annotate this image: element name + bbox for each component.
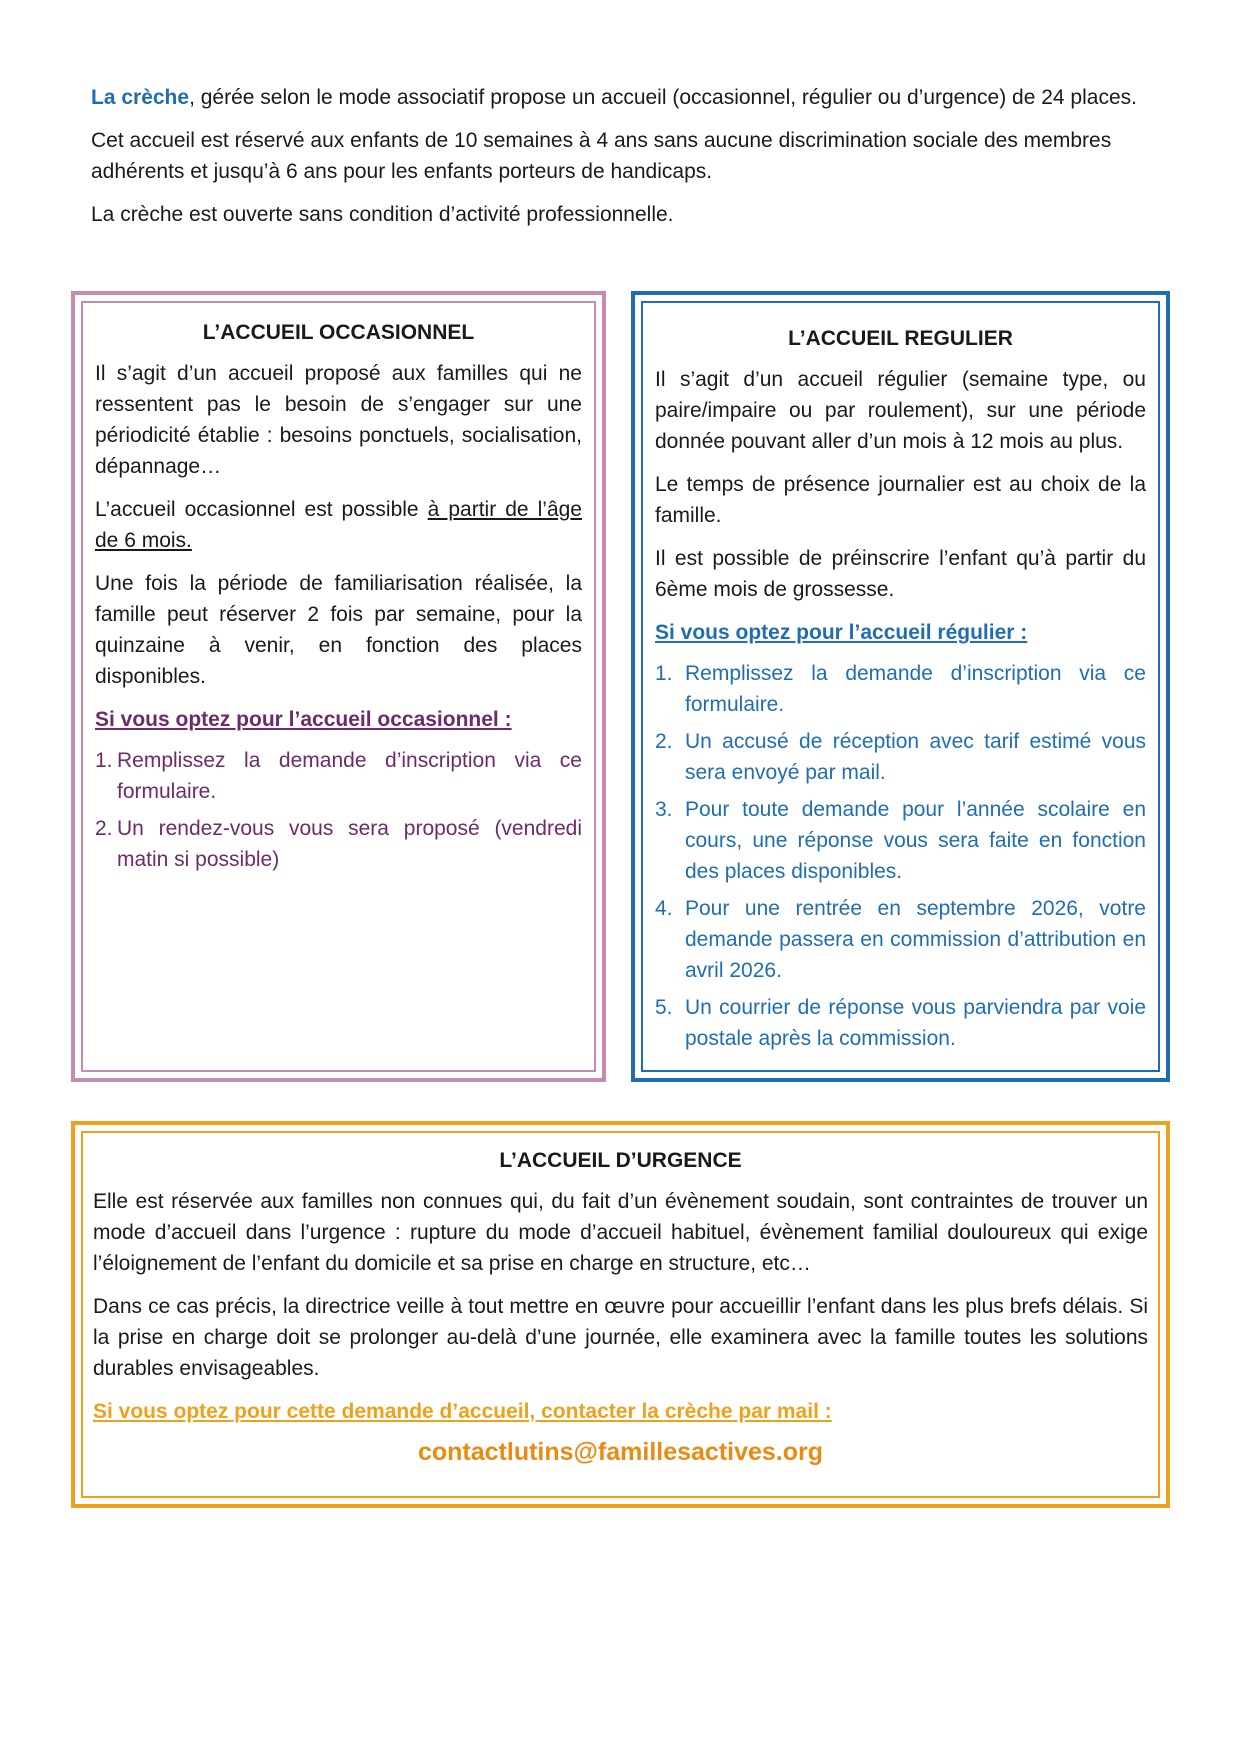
step-number: 5. xyxy=(655,996,673,1019)
list-item xyxy=(655,726,1146,788)
list-item xyxy=(95,813,582,875)
step-text: Un rendez-vous vous sera proposé (vendredi matin si possible) xyxy=(117,817,582,871)
step-number: 1. xyxy=(95,749,113,772)
list-item xyxy=(655,992,1146,1054)
step-number: 3. xyxy=(655,798,673,821)
regulier-steps-list xyxy=(655,658,1146,1054)
urgence-paragraph-1: Elle est réservée aux familles non connues qui, du fait d’un évènement soudain, sont contraintes de trouver un mode d’accueil dans l’urgence : rupture du mode d’accueil habituel, évènement familial douloureux qui exige l’éloignement de l’enfant du domicile et sa prise en charge en structure, etc… xyxy=(93,1190,1148,1275)
occasionnel-box-inner xyxy=(81,301,596,1072)
urgence-title: L’ACCUEIL D’URGENCE xyxy=(499,1149,742,1172)
regulier-box xyxy=(631,291,1170,1082)
regulier-box-inner xyxy=(641,301,1160,1072)
step-number: 2. xyxy=(655,730,673,753)
occasionnel-paragraph-1: Il s’agit d’un accueil proposé aux familles qui ne ressentent pas le besoin de s’engager sur une périodicité établie : besoins ponctuels, socialisation, dépannage… xyxy=(95,362,582,478)
regulier-title: L’ACCUEIL REGULIER xyxy=(788,327,1013,350)
occasionnel-title: L’ACCUEIL OCCASIONNEL xyxy=(202,321,475,344)
intro-paragraph-1-text: , gérée selon le mode associatif propose un accueil (occasionnel, régulier ou d’urgence) de 24 places. xyxy=(189,86,1137,109)
intro-paragraph-2: Cet accueil est réservé aux enfants de 10 semaines à 4 ans sans aucune discrimination sociale des membres adhérents et jusqu’à 6 ans pour les enfants porteurs de handicaps. xyxy=(91,129,1112,183)
step-text: Pour toute demande pour l’année scolaire en cours, une réponse vous sera faite en fonction des places disponibles. xyxy=(685,798,1146,883)
step-text: Remplissez la demande d’inscription via ce formulaire. xyxy=(685,662,1146,716)
urgence-paragraph-2: Dans ce cas précis, la directrice veille à tout mettre en œuvre pour accueillir l’enfant dans les plus brefs délais. Si la prise en charge doit se prolonger au-delà d’une journée, elle examinera avec la famille toutes les solutions durables envisageables. xyxy=(93,1295,1148,1380)
list-item xyxy=(655,658,1146,720)
regulier-paragraph-2: Le temps de présence journalier est au choix de la famille. xyxy=(655,473,1146,527)
step-text: Un courrier de réponse vous parviendra par voie postale après la commission. xyxy=(685,996,1146,1050)
occasionnel-paragraph-2-text: L’accueil occasionnel est possible xyxy=(95,498,428,521)
urgence-box xyxy=(71,1121,1170,1508)
brand-name: La crèche xyxy=(91,86,190,109)
contact-email-link[interactable]: contactlutins@famillesactives.org xyxy=(417,1438,824,1466)
occasionnel-paragraph-3: Une fois la période de familiarisation réalisée, la famille peut réserver 2 fois par semaine, pour la quinzaine à venir, en fonction des places disponibles. xyxy=(95,572,582,688)
step-number: 4. xyxy=(655,897,673,920)
step-number: 1. xyxy=(655,662,673,685)
intro-paragraph-1 xyxy=(91,82,1151,113)
step-text: Pour une rentrée en septembre 2026, votre demande passera en commission d’attribution en avril 2026. xyxy=(685,897,1146,982)
intro-paragraph-3: La crèche est ouverte sans condition d’activité professionnelle. xyxy=(91,203,674,226)
list-item xyxy=(95,745,582,807)
regulier-cta: Si vous optez pour l’accueil régulier : xyxy=(655,621,1028,644)
occasionnel-steps-list xyxy=(95,745,582,875)
occasionnel-paragraph-2 xyxy=(95,494,582,556)
occasionnel-age-condition: à partir de l’âge de 6 mois. xyxy=(95,498,582,552)
urgence-box-inner xyxy=(81,1131,1160,1498)
occasionnel-cta: Si vous optez pour l’accueil occasionnel : xyxy=(95,708,512,731)
urgence-cta: Si vous optez pour cette demande d’accueil, contacter la crèche par mail : xyxy=(93,1400,832,1423)
occasionnel-box xyxy=(71,291,606,1082)
list-item xyxy=(655,893,1146,986)
regulier-paragraph-1: Il s’agit d’un accueil régulier (semaine type, ou paire/impaire ou par roulement), sur une période donnée pouvant aller d’un mois à 12 mois au plus. xyxy=(655,368,1146,453)
step-number: 2. xyxy=(95,817,113,840)
list-item xyxy=(655,794,1146,887)
step-text: Un accusé de réception avec tarif estimé vous sera envoyé par mail. xyxy=(685,730,1146,784)
intro-section xyxy=(91,82,1151,242)
regulier-paragraph-3: Il est possible de préinscrire l’enfant qu’à partir du 6ème mois de grossesse. xyxy=(655,547,1146,601)
step-text: Remplissez la demande d’inscription via ce formulaire. xyxy=(117,749,582,803)
